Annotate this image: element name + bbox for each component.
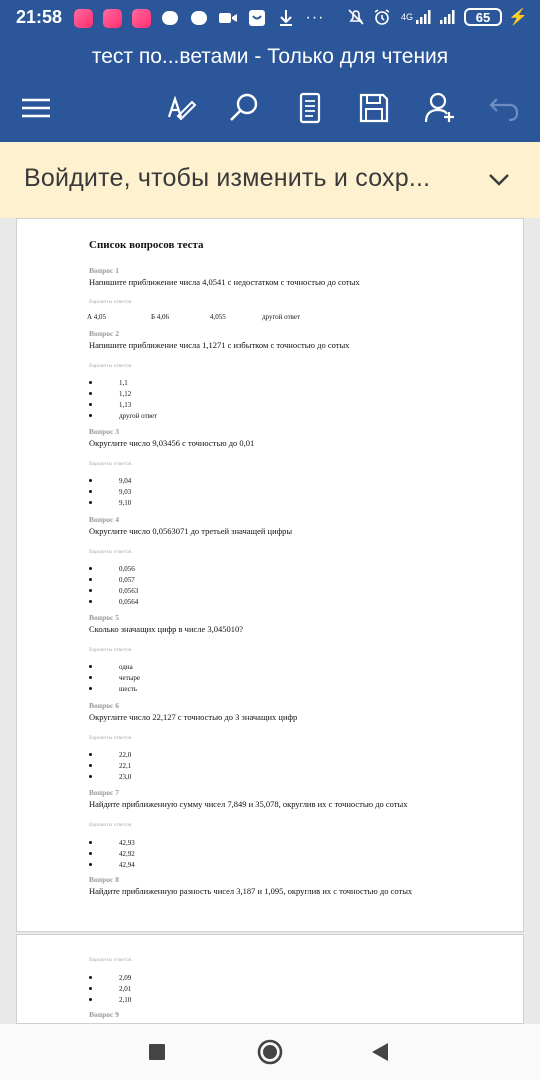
bullet <box>89 392 92 395</box>
bullet <box>89 987 92 990</box>
bullet <box>89 567 92 570</box>
question-text: Найдите приближенную сумму чисел 7,849 и 35,078, округлив их с точностью до сотых <box>89 799 408 809</box>
option: 9,04 <box>119 477 132 485</box>
question-label: Вопрос 3 <box>89 427 119 436</box>
question-text: Округлите число 0,0563071 до третьей значащей цифры <box>89 526 293 536</box>
bullet <box>89 841 92 844</box>
sign-in-banner[interactable] <box>0 142 540 218</box>
document-heading: Список вопросов теста <box>89 239 204 251</box>
document-title: тест по...ветами - Только для чтения <box>91 45 449 68</box>
option: 23,0 <box>119 773 132 781</box>
bullet <box>89 998 92 1001</box>
question-text: Напишите приближение числа 1,1271 с избытком с точностью до сотых <box>89 340 350 350</box>
toolbar <box>0 86 540 132</box>
likee-icon <box>72 7 94 29</box>
option: 9,03 <box>119 488 132 496</box>
question-label: Вопрос 7 <box>89 788 119 797</box>
bullet <box>89 976 92 979</box>
bullet <box>89 479 92 482</box>
option: 0,057 <box>119 576 135 584</box>
status-bar <box>0 0 540 36</box>
question-label: Вопрос 8 <box>89 875 119 884</box>
undo-icon[interactable] <box>482 86 526 130</box>
bullet <box>89 676 92 679</box>
option: четыре <box>119 674 140 682</box>
option: 22,1 <box>119 762 132 770</box>
variants-label: Варианты ответов <box>89 549 132 555</box>
option: 1,1 <box>119 379 128 387</box>
chevron-down-icon[interactable] <box>486 166 512 192</box>
option: 42,92 <box>119 850 135 858</box>
option: 1,13 <box>119 401 132 409</box>
option: А 4,05 <box>87 313 107 321</box>
question-text: Сколько значащих цифр в числе 3,045010? <box>89 624 244 634</box>
question-label: Вопрос 2 <box>89 329 119 338</box>
battery-level: 65 <box>464 8 502 26</box>
alarm-icon <box>372 6 392 28</box>
variants-label: Варианты ответов <box>89 299 132 305</box>
bullet <box>89 403 92 406</box>
app-header <box>0 36 540 142</box>
video-icon <box>217 7 239 29</box>
document-page[interactable] <box>16 218 524 932</box>
network-type: 4G <box>400 11 413 22</box>
option: 2,01 <box>119 985 132 993</box>
option: 0,0563 <box>119 587 139 595</box>
bullet <box>89 863 92 866</box>
notification-icons <box>72 7 326 29</box>
option: другой ответ <box>119 412 158 420</box>
message-icon <box>159 7 181 29</box>
question-text: Напишите приближение числа 4,0541 с недостатком с точностью до сотых <box>89 277 360 287</box>
option: 0,0564 <box>119 598 139 606</box>
option: одна <box>119 663 133 671</box>
document-page[interactable] <box>16 934 524 1024</box>
question-text: Округлите число 22,127 с точностью до 3 значащих цифр <box>89 712 298 722</box>
question-label: Вопрос 9 <box>89 1010 119 1019</box>
variants-label: Варианты ответов <box>89 647 132 653</box>
bullet <box>89 600 92 603</box>
sign-in-message: Войдите, чтобы изменить и сохр... <box>24 164 431 192</box>
question-label: Вопрос 5 <box>89 613 119 622</box>
option: другой ответ <box>262 313 301 321</box>
option: 42,94 <box>119 861 135 869</box>
recents-square-icon[interactable] <box>141 1036 173 1068</box>
bullet <box>89 490 92 493</box>
menu-icon[interactable] <box>14 86 58 130</box>
option: 9,10 <box>119 499 132 507</box>
bullet <box>89 687 92 690</box>
option: Б 4,06 <box>151 313 170 321</box>
option: 2,09 <box>119 974 132 982</box>
signal-icon <box>438 6 458 28</box>
system-nav-bar <box>0 1024 540 1080</box>
home-circle-icon[interactable] <box>254 1036 286 1068</box>
variants-label: Варианты ответов <box>89 957 132 963</box>
variants-label: Варианты ответов <box>89 461 132 467</box>
option: 0,056 <box>119 565 135 573</box>
bullet <box>89 414 92 417</box>
bullet <box>89 775 92 778</box>
download-icon <box>275 7 297 29</box>
charging-icon: ⚡ <box>508 9 528 26</box>
question-label: Вопрос 4 <box>89 515 119 524</box>
save-icon[interactable] <box>352 86 396 130</box>
bullet <box>89 381 92 384</box>
likee-icon <box>101 7 123 29</box>
variants-label: Варианты ответов <box>89 363 132 369</box>
signal-icon <box>398 6 432 28</box>
back-triangle-icon[interactable] <box>364 1036 396 1068</box>
bullet <box>89 753 92 756</box>
bullet <box>89 665 92 668</box>
option: 42,93 <box>119 839 135 847</box>
bullet <box>89 501 92 504</box>
question-label: Вопрос 6 <box>89 701 119 710</box>
message-icon <box>188 7 210 29</box>
status-right <box>346 6 528 28</box>
reading-mode-icon[interactable] <box>288 86 332 130</box>
question-text: Округлите число 9,03456 с точностью до 0,01 <box>89 438 255 448</box>
mute-icon <box>346 6 366 28</box>
variants-label: Варианты ответов <box>89 822 132 828</box>
option: 4,055 <box>210 313 226 321</box>
edit-icon[interactable] <box>160 86 204 130</box>
search-icon[interactable] <box>222 86 266 130</box>
bullet <box>89 589 92 592</box>
pinterest-icon <box>246 7 268 29</box>
option: 1,12 <box>119 390 132 398</box>
likee-icon <box>130 7 152 29</box>
more-icon: ··· <box>305 9 325 26</box>
option: 22,0 <box>119 751 132 759</box>
variants-label: Варианты ответов <box>89 735 132 741</box>
bullet <box>89 764 92 767</box>
option: шесть <box>119 685 138 693</box>
bullet <box>89 852 92 855</box>
share-person-icon[interactable] <box>418 86 462 130</box>
status-time: 21:58 <box>16 7 63 27</box>
question-text: Найдите приближенную разность чисел 3,187 и 1,095, округлив их с точностью до сотых <box>89 886 413 896</box>
bullet <box>89 578 92 581</box>
option: 2,10 <box>119 996 132 1004</box>
question-label: Вопрос 1 <box>89 266 119 275</box>
